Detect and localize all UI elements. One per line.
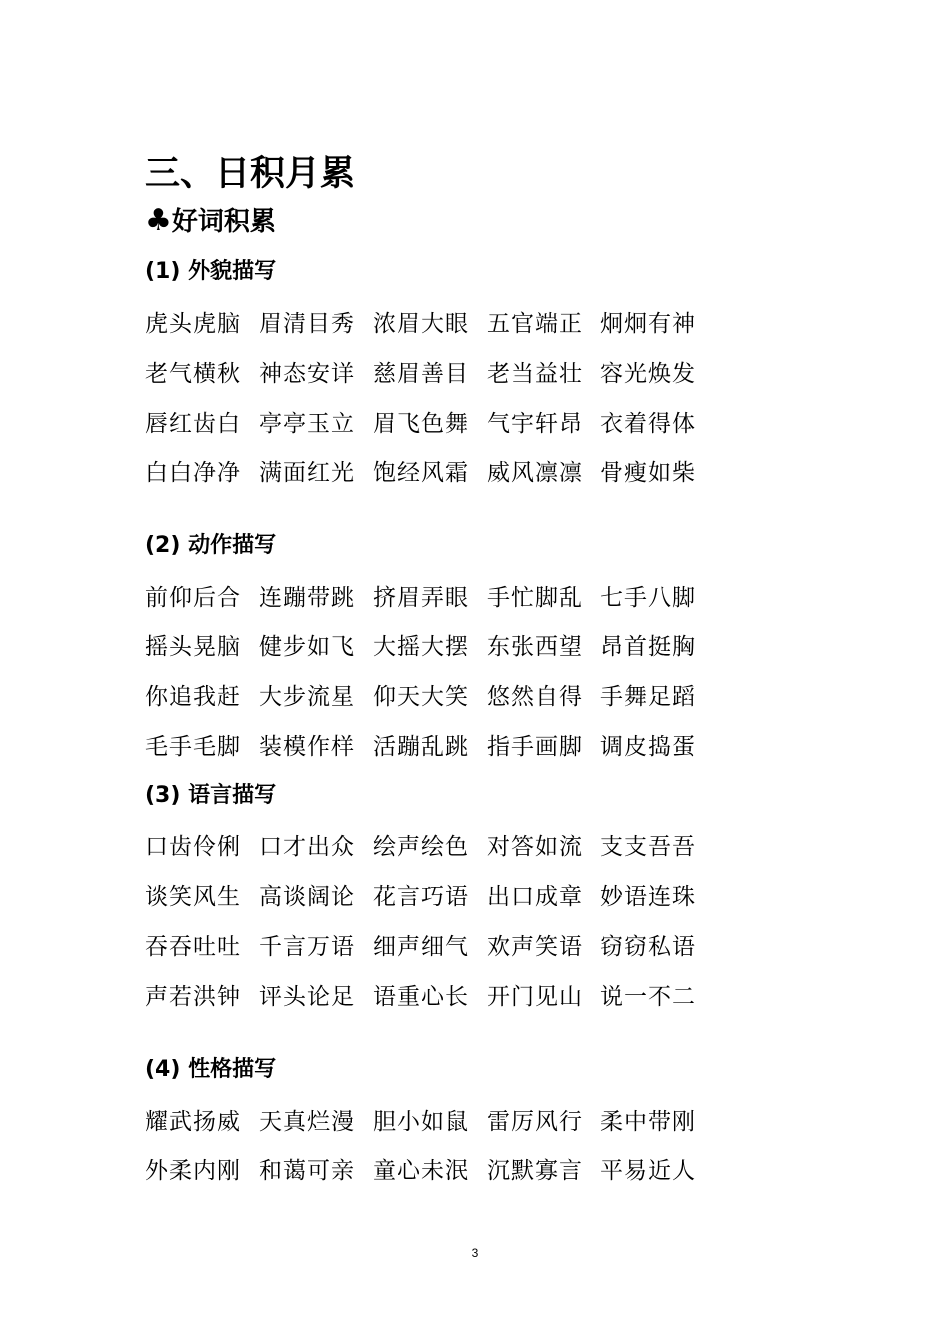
word-item: 支支吾吾 — [600, 834, 696, 860]
word-item: 口齿伶俐 — [145, 834, 241, 860]
word-item: 饱经风霜 — [373, 460, 469, 486]
word-item: 仰天大笑 — [373, 684, 469, 710]
word-item: 浓眉大眼 — [373, 311, 469, 337]
word-item: 东张西望 — [487, 634, 583, 660]
word-item: 挤眉弄眼 — [373, 585, 469, 611]
word-item: 威风凛凛 — [487, 460, 583, 486]
word-item: 大步流星 — [259, 684, 355, 710]
word-item: 指手画脚 — [487, 734, 583, 760]
word-item: 吞吞吐吐 — [145, 934, 241, 960]
word-item: 耀武扬威 — [145, 1109, 241, 1135]
word-item: 连蹦带跳 — [259, 585, 355, 611]
word-item: 悠然自得 — [487, 684, 583, 710]
section-heading: (4) 性格描写 — [145, 1057, 277, 1082]
word-item: 白白净净 — [145, 460, 241, 486]
word-item: 说一不二 — [600, 984, 696, 1010]
word-item: 谈笑风生 — [145, 884, 241, 910]
word-item: 欢声笑语 — [487, 934, 583, 960]
word-item: 调皮捣蛋 — [600, 734, 696, 760]
word-item: 细声细气 — [373, 934, 469, 960]
word-item: 昂首挺胸 — [600, 634, 696, 660]
word-item: 窃窃私语 — [600, 934, 696, 960]
word-item: 声若洪钟 — [145, 984, 241, 1010]
word-item: 对答如流 — [487, 834, 583, 860]
word-item: 天真烂漫 — [259, 1109, 355, 1135]
word-item: 神态安详 — [259, 361, 355, 387]
word-item: 满面红光 — [259, 460, 355, 486]
word-item: 五官端正 — [487, 311, 583, 337]
word-item: 眉清目秀 — [259, 311, 355, 337]
word-item: 活蹦乱跳 — [373, 734, 469, 760]
word-item: 唇红齿白 — [145, 411, 241, 437]
word-item: 骨瘦如柴 — [600, 460, 696, 486]
word-item: 容光焕发 — [600, 361, 696, 387]
word-item: 开门见山 — [487, 984, 583, 1010]
word-item: 前仰后合 — [145, 585, 241, 611]
subtitle-text: 好词积累 — [171, 207, 276, 237]
word-item: 毛手毛脚 — [145, 734, 241, 760]
word-item: 摇头晃脑 — [145, 634, 241, 660]
word-item: 和蔼可亲 — [259, 1158, 355, 1184]
club-icon: ♣ — [145, 203, 172, 238]
section-heading: (1) 外貌描写 — [145, 259, 277, 284]
word-item: 外柔内刚 — [145, 1158, 241, 1184]
word-item: 妙语连珠 — [600, 884, 696, 910]
page-number: 3 — [471, 1246, 479, 1260]
section-heading: (3) 语言描写 — [145, 783, 277, 808]
word-item: 装模作样 — [259, 734, 355, 760]
word-item: 口才出众 — [259, 834, 355, 860]
word-item: 你追我赶 — [145, 684, 241, 710]
word-item: 语重心长 — [373, 984, 469, 1010]
word-item: 老当益壮 — [487, 361, 583, 387]
word-item: 老气横秋 — [145, 361, 241, 387]
word-item: 慈眉善目 — [373, 361, 469, 387]
word-item: 衣着得体 — [600, 411, 696, 437]
word-item: 七手八脚 — [600, 585, 696, 611]
word-item: 绘声绘色 — [373, 834, 469, 860]
section-heading: (2) 动作描写 — [145, 533, 277, 558]
word-item: 千言万语 — [259, 934, 355, 960]
word-item: 童心未泯 — [373, 1158, 469, 1184]
word-item: 气宇轩昂 — [487, 411, 583, 437]
word-item: 手舞足蹈 — [600, 684, 696, 710]
word-item: 出口成章 — [487, 884, 583, 910]
word-item: 眉飞色舞 — [373, 411, 469, 437]
word-item: 评头论足 — [259, 984, 355, 1010]
word-item: 沉默寡言 — [487, 1158, 583, 1184]
word-item: 平易近人 — [600, 1158, 696, 1184]
word-item: 炯炯有神 — [600, 311, 696, 337]
page-title: 三、日积月累 — [145, 154, 356, 194]
word-item: 柔中带刚 — [600, 1109, 696, 1135]
subtitle — [145, 201, 276, 242]
word-item: 雷厉风行 — [487, 1109, 583, 1135]
word-item: 手忙脚乱 — [487, 585, 583, 611]
word-item: 健步如飞 — [259, 634, 355, 660]
word-item: 大摇大摆 — [373, 634, 469, 660]
word-item: 胆小如鼠 — [373, 1109, 469, 1135]
word-item: 花言巧语 — [373, 884, 469, 910]
word-item: 高谈阔论 — [259, 884, 355, 910]
word-item: 虎头虎脑 — [145, 311, 241, 337]
word-item: 亭亭玉立 — [259, 411, 355, 437]
